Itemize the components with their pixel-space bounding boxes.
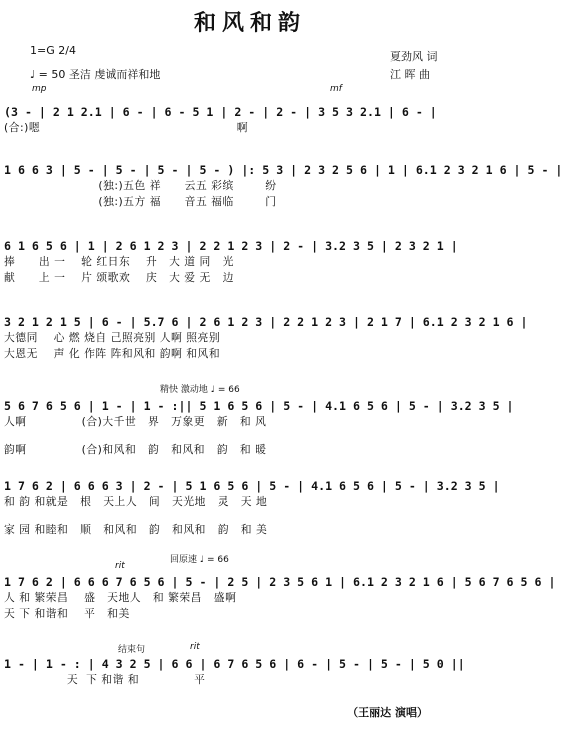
tempo-change-2: 回原速 ♩ = 66 (170, 555, 229, 565)
music-system-8 (4, 656, 496, 688)
lyrics-line: 人 和 繁荣昌 盛 天地人 和 繁荣昌 盛啊 (4, 591, 237, 604)
music-system-3 (4, 238, 496, 286)
rit-mark-2: rit (190, 642, 200, 652)
rit-mark-1: rit (115, 561, 125, 571)
performer-credit: （王丽达 演唱） (347, 706, 428, 719)
lyrics-line: 韵啊 (合)和风和 韵 和风和 韵 和 暖 (4, 443, 267, 456)
notes-line: 1 7 6 2 | 6 6 6 7 6 5 6 | 5 - | 2 5 | 2 3 5 6 1 | 6.1 2 3 2 1 6 | 5 6 7 6 5 6 | (4, 575, 556, 589)
lyrics-line: 天 下 和谐 和 平 (4, 673, 206, 686)
song-title: 和风和韵 (193, 10, 306, 36)
composer-credit: 江 晖 曲 (390, 68, 430, 81)
lyrics-line: (合:)嗯 啊 (4, 121, 249, 134)
lyrics-line: (独:)五色 祥 云五 彩缤 纷 (4, 179, 277, 192)
tempo-marking: ♩ = 50 圣洁 虔诚而祥和地 (30, 68, 161, 81)
music-system-1 (4, 104, 496, 136)
music-system-4 (4, 314, 528, 362)
notes-line: (3 - | 2 1 2.1 | 6 - | 6 - 5 1 | 2 - | 2 - | 3 5 3 2.1 | 6 - | (4, 105, 437, 119)
lyrics-line: 大德同 心 燃 烧自 己照亮别 人啊 照亮别 (4, 331, 221, 344)
music-system-6 (4, 478, 500, 538)
notes-line: 1 - | 1 - : | 4 3 2 5 | 6 6 | 6 7 6 5 6 | 6 - | 5 - | 5 - | 5 0 || (4, 657, 465, 671)
notes-line: 1 7 6 2 | 6 6 6 3 | 2 - | 5 1 6 5 6 | 5 - | 4.1 6 5 6 | 5 - | 3.2 3 5 | (4, 479, 500, 493)
music-system-2 (4, 162, 562, 210)
dynamic-mf: mf (330, 84, 342, 94)
tempo-change-1: 精快 激动地 ♩ = 66 (160, 385, 240, 395)
lyrics-line: 人啊 (合)大千世 界 万象更 新 和 风 (4, 415, 267, 428)
music-system-7 (4, 574, 556, 622)
ending-mark: 结束句 (118, 645, 146, 655)
key-time-signature (30, 44, 76, 57)
lyrics-line: 大恩无 声 化 作阵 阵和风和 韵啊 和风和 (4, 347, 221, 360)
notes-line: 6 1 6 5 6 | 1 | 2 6 1 2 3 | 2 2 1 2 3 | 2 - | 3.2 3 5 | 2 3 2 1 | (4, 239, 458, 253)
notes-line: 3 2 1 2 1 5 | 6 - | 5.7 6 | 2 6 1 2 3 | 2 2 1 2 3 | 2 1 7 | 6.1 2 3 2 1 6 | (4, 315, 528, 329)
lyrics-line: 献 上 一 片 颂歌欢 庆 大 爱 无 边 (4, 271, 234, 284)
key-signature: 1=G (30, 44, 55, 57)
lyrics-line: 家 园 和睦和 顺 和风和 韵 和风和 韵 和 美 (4, 523, 268, 536)
lyricist-credit: 夏劲风 词 (390, 50, 438, 63)
notes-line: 1 6 6 3 | 5 - | 5 - | 5 - | 5 - ) |: 5 3 | 2 3 2 5 6 | 1 | 6.1 2 3 2 1 6 | 5 - | (4, 163, 562, 177)
lyrics-line: 天 下 和谐和 平 和美 (4, 607, 130, 620)
notes-line: 5 6 7 6 5 6 | 1 - | 1 - :|| 5 1 6 5 6 | 5 - | 4.1 6 5 6 | 5 - | 3.2 3 5 | (4, 399, 514, 413)
dynamic-mp: mp (32, 84, 47, 94)
lyrics-line: 捧 出 一 轮 红日东 升 大 道 同 光 (4, 255, 234, 268)
music-system-5 (4, 398, 514, 458)
time-signature: 2/4 (58, 44, 76, 57)
lyrics-line: (独:)五方 福 音五 福临 门 (4, 195, 277, 208)
lyrics-line: 和 韵 和就是 根 天上人 间 天光地 灵 天 地 (4, 495, 268, 508)
